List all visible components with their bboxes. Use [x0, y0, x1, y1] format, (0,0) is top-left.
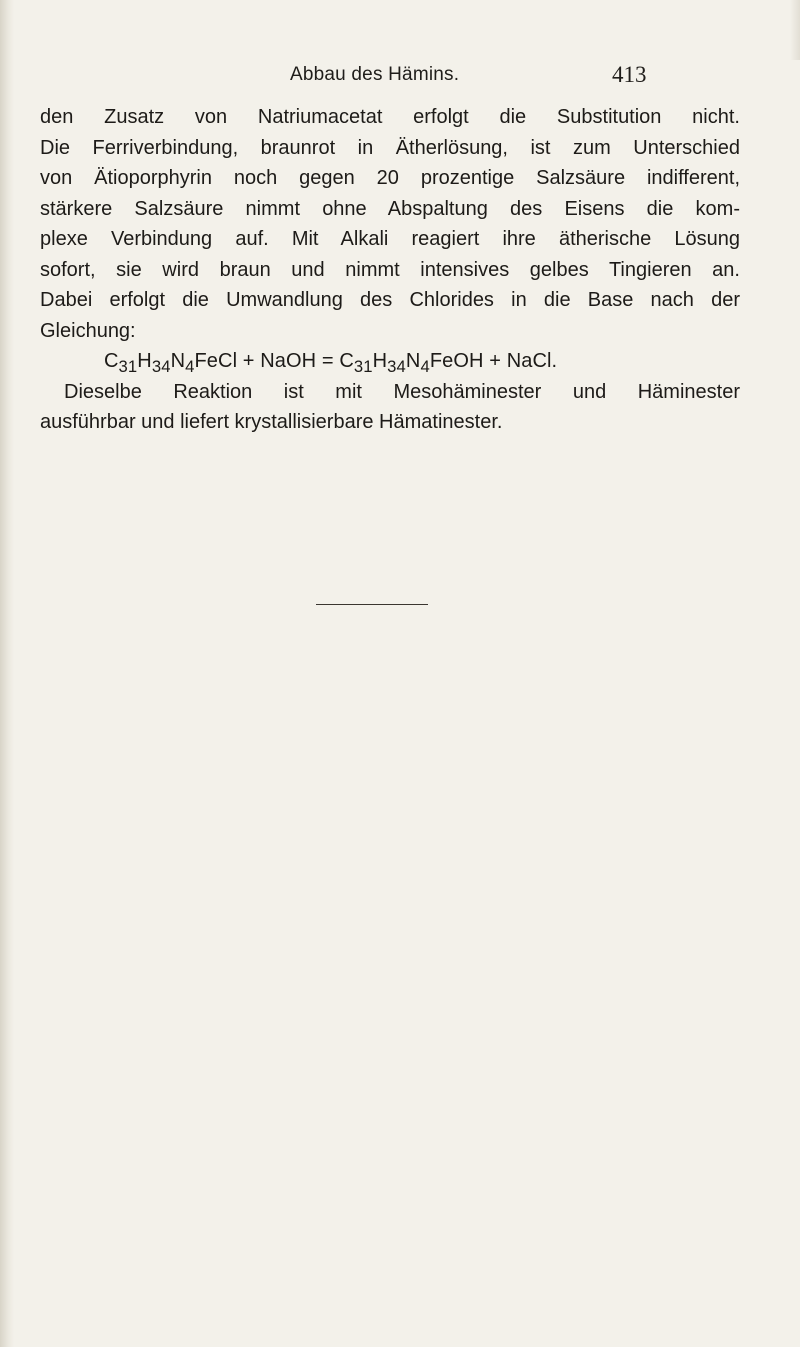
text-line: ausführbar und liefert krystallisierbare Hämatinester.	[40, 411, 503, 433]
text-line: stärkere Salzsäure nimmt ohne Abspaltung des Eisens die kom-	[40, 197, 740, 220]
formula-subscript: 34	[387, 357, 406, 376]
formula-symbol: C	[339, 350, 354, 372]
formula-subscript: 34	[151, 357, 171, 376]
plus-sign: +	[489, 350, 502, 372]
formula-subscript: 31	[353, 357, 373, 376]
text-line: plexe Verbindung auf. Mit Alkali reagiert ihre ätherische Lösung	[40, 228, 740, 250]
text-line: Die Ferriverbindung, braunrot in Ätherlösung, ist zum Unterschied	[40, 136, 740, 159]
formula-subscript: 4	[185, 357, 195, 376]
product: NaCl.	[506, 350, 558, 372]
equals-sign: =	[321, 350, 334, 372]
running-header	[40, 64, 760, 92]
text-line: sofort, sie wird braun und nimmt intensives gelbes Tingieren an.	[40, 258, 740, 281]
chemical-equation: $C_{31}H_{34}N_4FeCl$ + NaOH = $C_{31}H_{34}N_4FeOH$ + NaCl.	[104, 350, 558, 376]
text-line: Dabei erfolgt die Umwandlung des Chlorides in die Base nach der	[40, 289, 740, 311]
text-line: Dieselbe Reaktion ist mit Mesohäminester und Häminester	[64, 380, 740, 403]
page-number: 413	[612, 62, 647, 87]
text-line: den Zusatz von Natriumacetat erfolgt die Substitution nicht.	[40, 106, 740, 128]
text-line: Gleichung:	[40, 319, 136, 342]
formula-subscript: 4	[420, 357, 430, 376]
text-line: von Ätioporphyrin noch gegen 20 prozentige Salzsäure indifferent,	[40, 167, 740, 189]
running-title: Abbau des Hämins.	[290, 64, 460, 85]
reagent: NaOH	[260, 350, 317, 372]
page-corner-shadow	[790, 0, 800, 60]
page-binding-shadow	[0, 0, 14, 1347]
body-text	[40, 102, 740, 438]
formula-subscript: 31	[118, 357, 138, 376]
formula-rest: FeOH	[429, 350, 484, 372]
section-divider	[316, 604, 428, 605]
plus-sign: +	[242, 350, 255, 372]
formula-symbol: C	[104, 350, 119, 372]
formula-rest: FeCl	[194, 350, 238, 372]
